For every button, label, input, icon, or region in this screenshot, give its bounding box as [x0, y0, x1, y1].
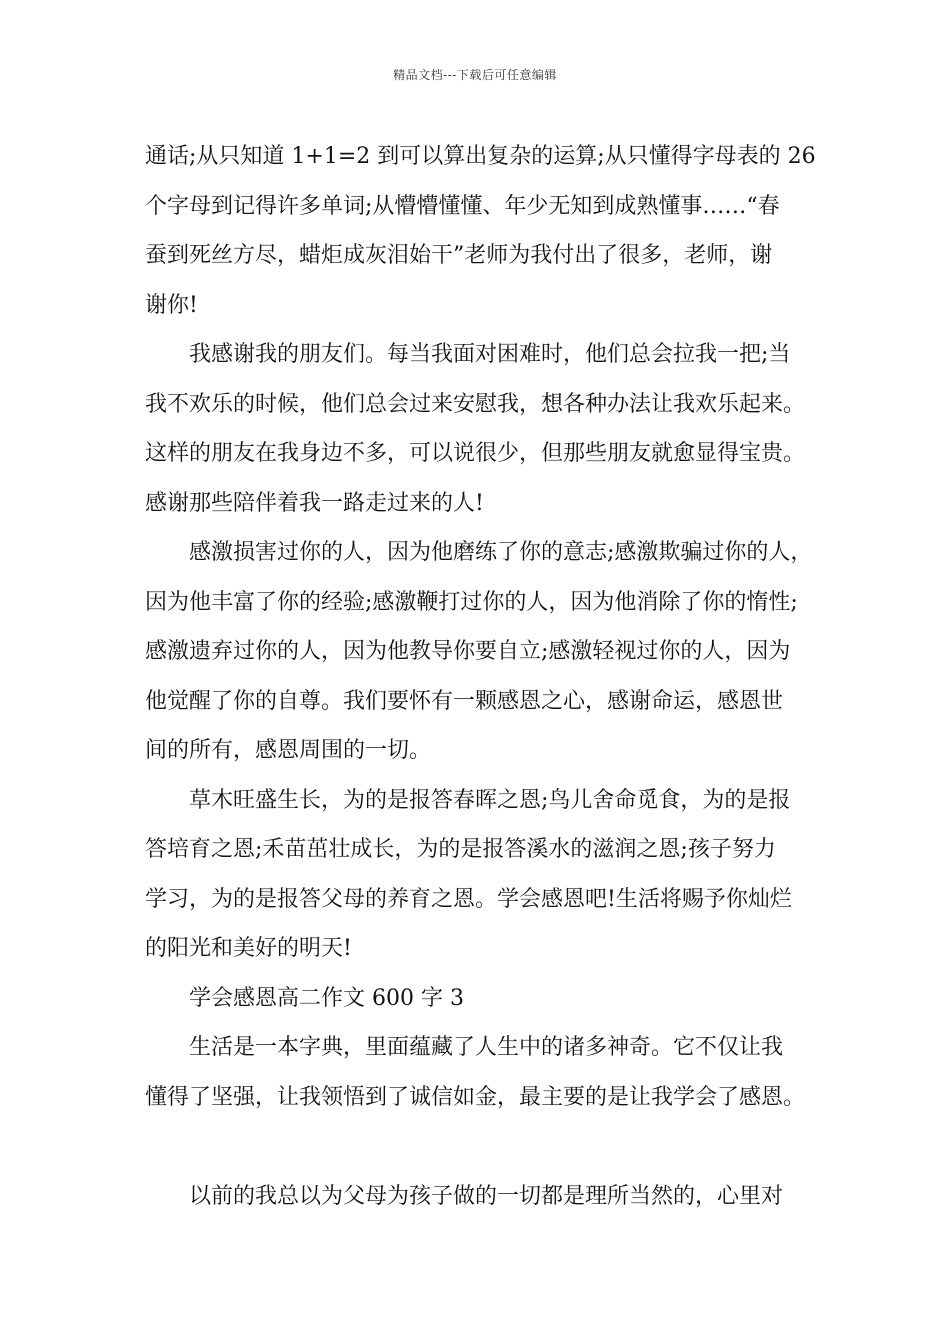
text-line: 生活是一本字典，里面蕴藏了人生中的诸多神奇。它不仅让我: [145, 1035, 784, 1060]
document-body: [145, 132, 825, 1221]
text-line: 草木旺盛生长，为的是报答春晖之恩;鸟儿舍命觅食，为的是报: [145, 787, 791, 813]
text-line: 的阳光和美好的明天!: [145, 936, 352, 961]
text-line: 懂得了坚强，让我领悟到了诚信如金，最主要的是让我学会了感恩。: [145, 1084, 806, 1110]
text-line: 谢你!: [145, 292, 198, 318]
text-line: 间的所有，感恩周围的一切。: [145, 738, 432, 763]
text-line: 学习，为的是报答父母的养育之恩。学会感恩吧!生活将赐予你灿烂: [145, 886, 792, 912]
section-heading: 学会感恩高二作文 600 字 3: [145, 985, 464, 1011]
text-line: 我不欢乐的时候，他们总会过来安慰我，想各种办法让我欢乐起来。: [145, 391, 806, 417]
text-line: 感谢那些陪伴着我一路走过来的人!: [145, 490, 484, 516]
text-line: 通话;从只知道 1+1=2 到可以算出复杂的运算;从只懂得字母表的 26: [145, 144, 816, 169]
text-line: 感激遗弃过你的人，因为他教导你要自立;感激轻视过你的人，因为: [145, 639, 791, 664]
text-line: 这样的朋友在我身边不多，可以说很少，但那些朋友就愈显得宝贵。: [145, 441, 806, 466]
text-line: 个字母到记得许多单词;从懵懵懂懂、年少无知到成熟懂事……“春: [145, 193, 780, 219]
text-line: 他觉醒了你的自尊。我们要怀有一颗感恩之心，感谢命运，感恩世: [145, 688, 784, 714]
text-line: 答培育之恩;禾苗茁壮成长，为的是报答溪水的滋润之恩;孩子努力: [145, 837, 776, 862]
text-line: 感激损害过你的人，因为他磨练了你的意志;感激欺骗过你的人，: [145, 540, 813, 565]
text-line: 因为他丰富了你的经验;感激鞭打过你的人，因为他消除了你的惰性;: [145, 589, 798, 615]
page-header: 精品文档---下载后可任意编辑: [393, 68, 557, 82]
blank-line: [145, 1122, 825, 1172]
text-line: 我感谢我的朋友们。每当我面对困难时，他们总会拉我一把;当: [145, 342, 791, 367]
text-line: 蚕到死丝方尽，蜡炬成灰泪始干”老师为我付出了很多，老师，谢: [145, 243, 773, 268]
text-line: 以前的我总以为父母为孩子做的一切都是理所当然的，心里对: [145, 1183, 784, 1209]
